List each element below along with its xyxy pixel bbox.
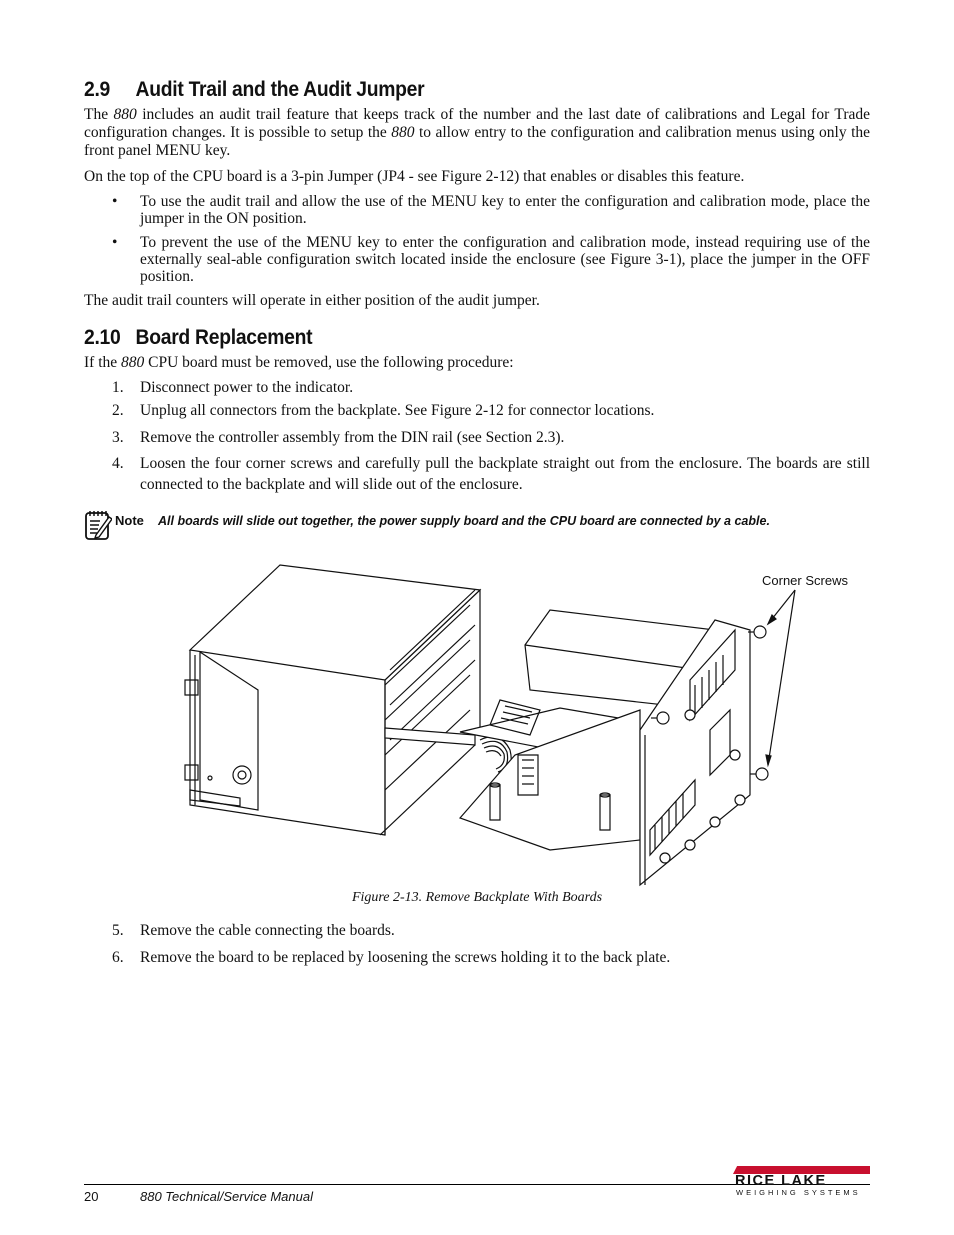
bullet-symbol: • [112,193,118,210]
procedure-step-3 [112,427,870,448]
model-name: 880 [113,106,137,123]
logo-subtitle: WEIGHING SYSTEMS [736,1188,861,1197]
procedure-step-6 [112,947,870,968]
audit-trail-paragraph-1 [84,106,870,160]
figure-callout: Corner Screws [762,573,848,588]
text-run: If the [84,354,122,371]
text-run: CPU board must be removed, use the following procedure: [144,354,514,371]
section-heading-2-9 [84,78,424,102]
step-text: Unplug all connectors from the backplate. See Figure 2-12 for connector locations. [140,402,655,419]
procedure-step-2 [112,400,870,421]
text-run: includes an audit trail feature that keeps track of the number and the last date of calibrations and Legal for Trade configuration changes. It is possible to setup the [84,106,870,141]
procedure-step-1 [112,377,870,398]
bullet-symbol: • [112,234,118,251]
figure-caption: Figure 2-13. Remove Backplate With Boards [351,890,603,905]
step-text: Remove the cable connecting the boards. [140,922,395,939]
section-heading-2-10 [84,326,312,350]
procedure-step-5 [112,920,870,941]
callout-arrows [766,590,795,765]
step-text: Disconnect power to the indicator. [140,379,354,396]
text-run: The [84,106,114,123]
note-text: All boards will slide out together, the power supply board and the CPU board are connected by a cable. [158,514,770,528]
step-text: Remove the controller assembly from the DIN rail (see Section 2.3). [140,429,565,446]
bullet-item-on [112,193,870,227]
step-number: 5. [112,922,124,939]
procedure-step-4 [112,453,870,495]
bullet-text: To use the audit trail and allow the use of the MENU key to enter the configuration and calibration mode, place the jumper in the ON position. [140,193,870,227]
section-number: 2.10 [84,326,121,349]
page-number: 20 [84,1189,99,1204]
step-text: Remove the board to be replaced by loosening the screws holding it to the back plate. [140,949,671,966]
section-number: 2.9 [84,78,111,101]
step-number: 3. [112,429,124,446]
audit-trail-paragraph-3: The audit trail counters will operate in either position of the audit jumper. [84,292,540,309]
enclosure [185,565,480,835]
board-replacement-intro [84,354,870,372]
step-text: Loosen the four corner screws and carefully pull the backplate straight out from the enclosure. The boards are still connected to the backplate and will slide out of the enclosure. [140,455,870,493]
rice-lake-logo [733,1166,870,1198]
step-number: 4. [112,455,124,472]
backplate-illustration [170,560,890,890]
model-name: 880 [121,354,145,371]
text-run: to allow entry to the configuration and calibration menus using only the front panel MENU key. [84,124,871,159]
logo-name: RICE LAKE [735,1173,827,1189]
note-label: Note [115,513,144,528]
model-name: 880 [391,124,415,141]
step-number: 1. [112,379,124,396]
bullet-text: To prevent the use of the MENU key to enter the configuration and calibration mode, instead requiring use of the externally seal-able configuration switch located inside the enclosure (see Figure 3-1), place the jumper in the OFF position. [140,234,870,285]
step-number: 6. [112,949,124,966]
audit-trail-paragraph-2: On the top of the CPU board is a 3-pin Jumper (JP4 - see Figure 2-12) that enables or disables this feature. [84,168,745,185]
section-title: Audit Trail and the Audit Jumper [135,78,425,101]
note-icon [84,509,112,541]
section-title: Board Replacement [135,326,313,349]
manual-title: 880 Technical/Service Manual [140,1189,313,1204]
step-number: 2. [112,402,124,419]
bullet-item-off [112,234,870,285]
